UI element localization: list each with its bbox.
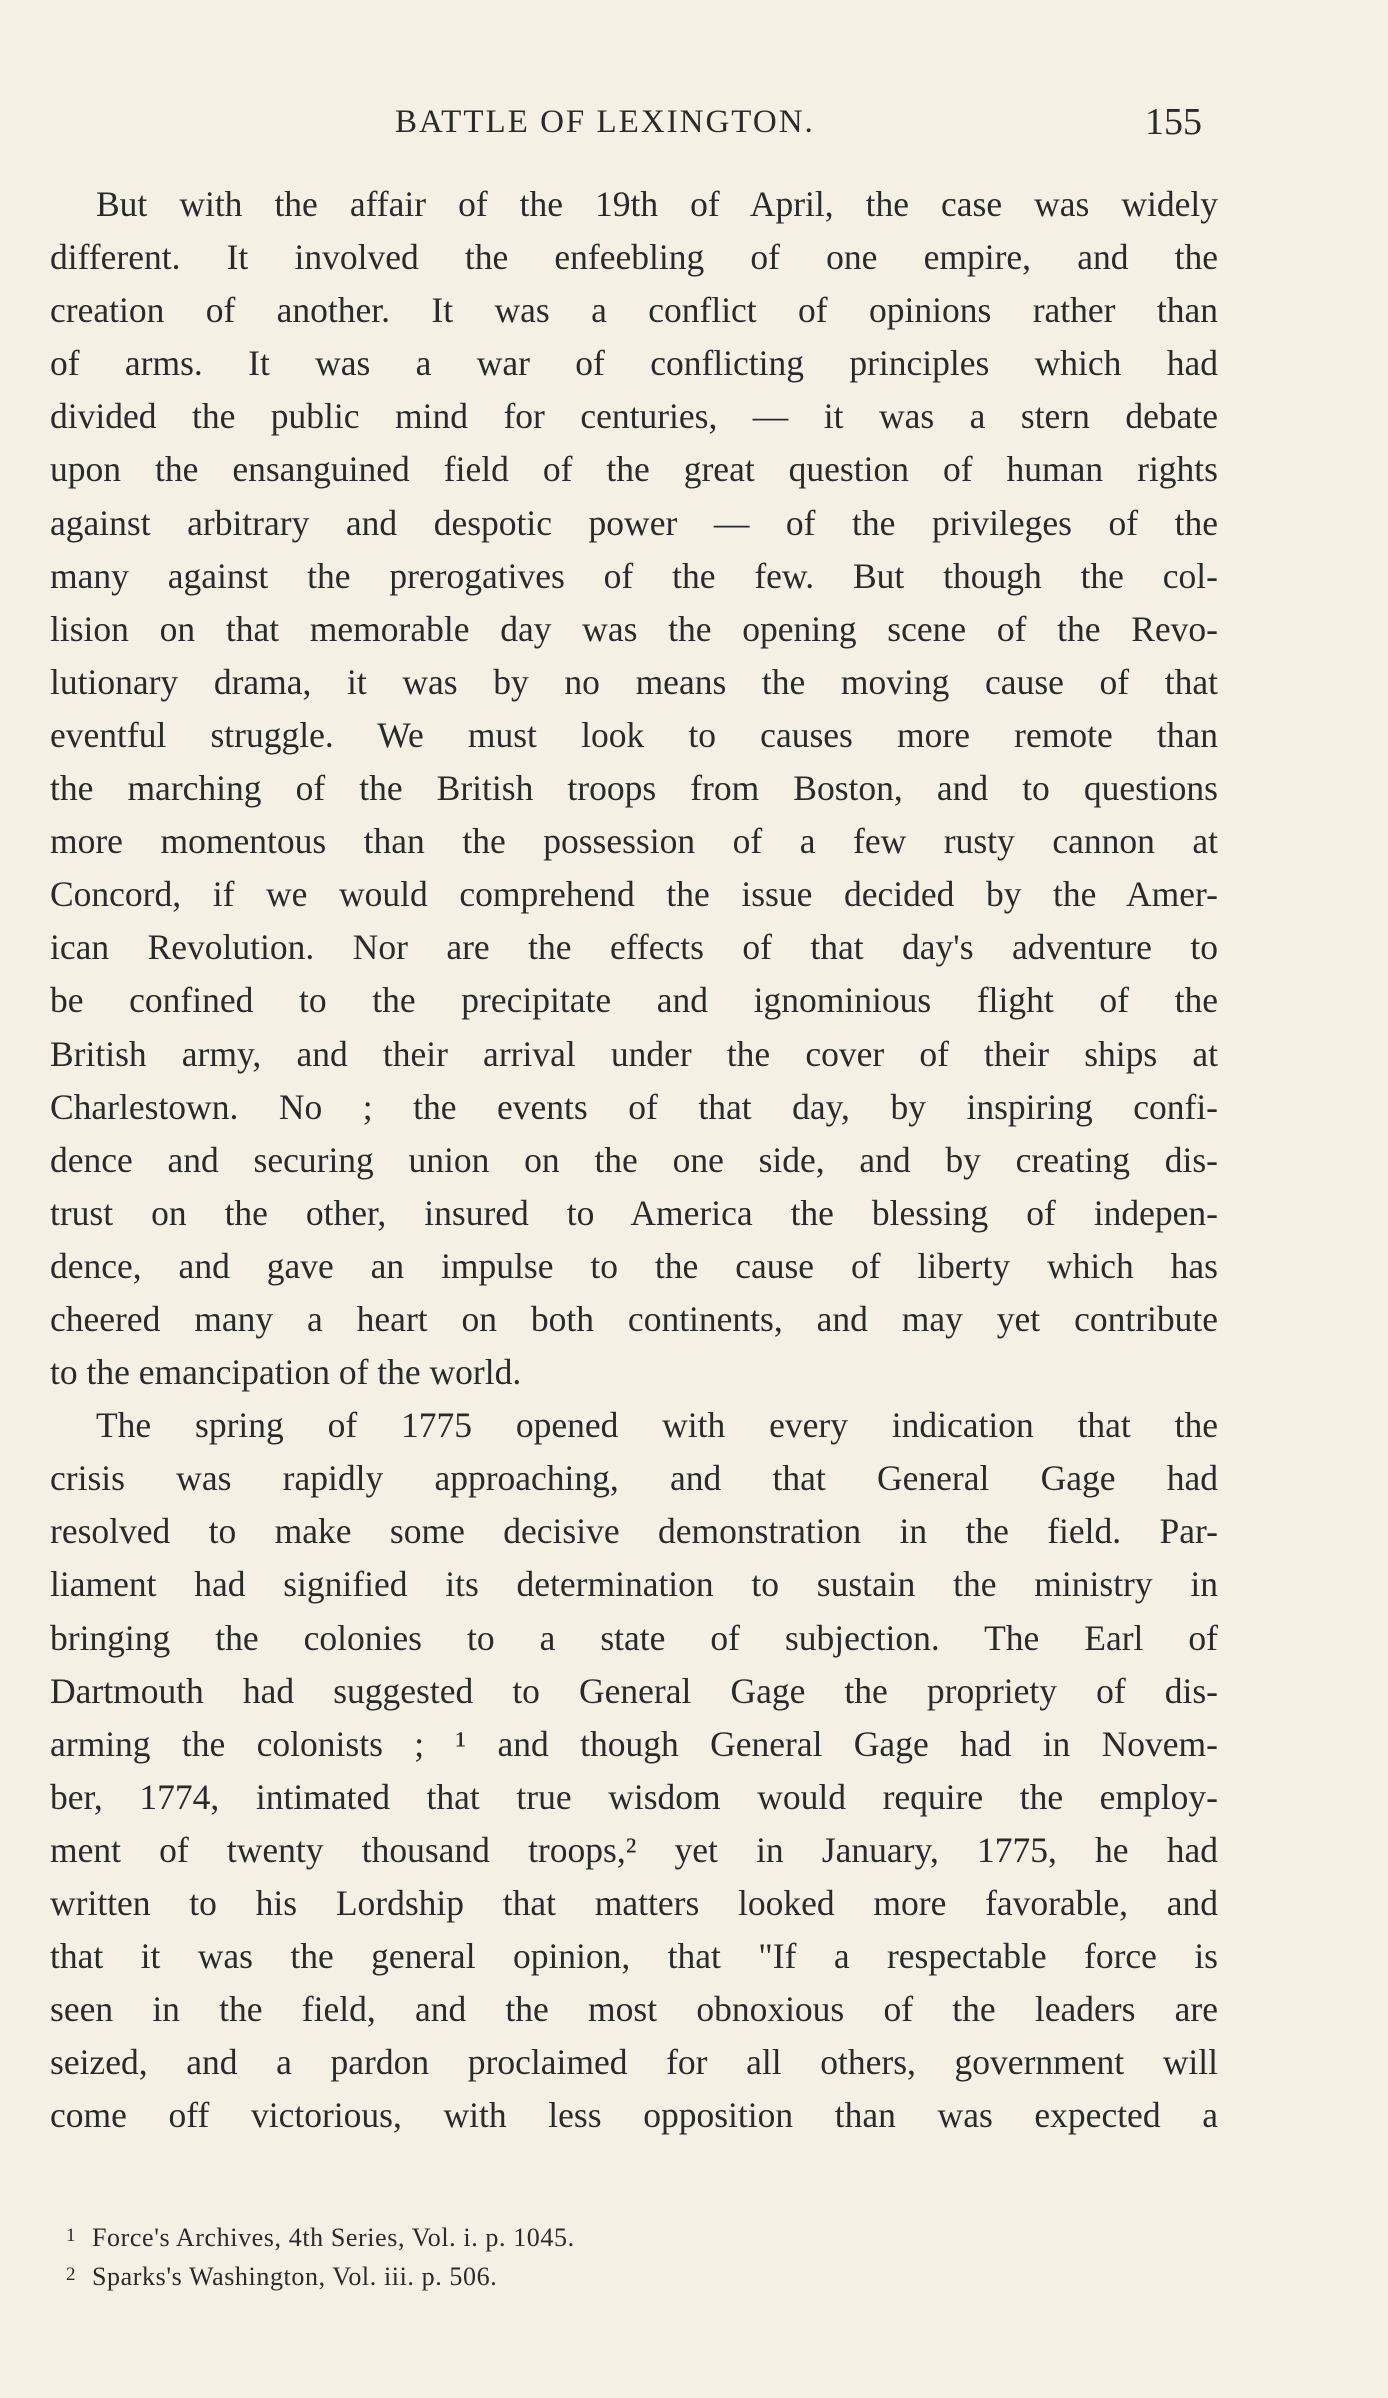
text-line: lutionary drama, it was by no means the moving cause of that xyxy=(50,661,1218,702)
text-line: to the emancipation of the world. xyxy=(50,1352,522,1393)
text-line: dence and securing union on the one side, and by creating dis- xyxy=(50,1139,1218,1180)
text-line: cheered many a heart on both continents, and may yet contribute xyxy=(50,1298,1218,1339)
text-line: be confined to the precipitate and ignominious flight of the xyxy=(50,980,1218,1021)
text-line: that it was the general opinion, that "If a respectable force is xyxy=(50,1936,1218,1977)
footnotes xyxy=(66,2216,1066,2294)
text-line: The spring of 1775 opened with every indication that the xyxy=(96,1405,1218,1446)
text-line: Concord, if we would comprehend the issue decided by the Amer- xyxy=(50,874,1218,915)
text-line: of arms. It was a war of conflicting principles which had xyxy=(50,343,1218,384)
text-line: divided the public mind for centuries, — it was a stern debate xyxy=(50,396,1218,437)
text-line: dence, and gave an impulse to the cause of liberty which has xyxy=(50,1245,1218,1286)
text-line: lision on that memorable day was the opening scene of the Revo- xyxy=(50,608,1218,649)
text-line: different. It involved the enfeebling of one empire, and the xyxy=(50,237,1218,278)
footnote xyxy=(66,2255,1066,2294)
text-line: creation of another. It was a conflict of opinions rather than xyxy=(50,290,1218,331)
text-line: seized, and a pardon proclaimed for all others, government will xyxy=(50,2042,1218,2083)
page-header xyxy=(200,96,1220,146)
running-head: BATTLE OF LEXINGTON. xyxy=(395,104,815,140)
text-line: ment of twenty thousand troops,² yet in January, 1775, he had xyxy=(50,1829,1218,1870)
footnote-marker: 1 xyxy=(66,2225,77,2246)
text-line: come off victorious, with less opposition than was expected a xyxy=(50,2095,1218,2136)
text-line: British army, and their arrival under the cover of their ships at xyxy=(50,1033,1218,1074)
footnote-text: Sparks's Washington, Vol. iii. p. 506. xyxy=(92,2262,498,2291)
text-line: Charlestown. No ; the events of that day, by inspiring confi- xyxy=(50,1086,1218,1127)
text-line: ican Revolution. Nor are the effects of that day's adventure to xyxy=(50,927,1218,968)
text-line: the marching of the British troops from Boston, and to questions xyxy=(50,768,1218,809)
text-line: seen in the field, and the most obnoxious of the leaders are xyxy=(50,1989,1218,2030)
text-line: more momentous than the possession of a few rusty cannon at xyxy=(50,821,1218,862)
footnote-marker: 2 xyxy=(66,2264,77,2285)
text-line: arming the colonists ; ¹ and though General Gage had in Novem- xyxy=(50,1723,1218,1764)
footnote xyxy=(66,2216,1066,2255)
body-text xyxy=(50,178,1218,2142)
text-line: written to his Lordship that matters looked more favorable, and xyxy=(50,1883,1218,1923)
text-line: many against the prerogatives of the few. But though the col- xyxy=(50,555,1218,596)
text-line: liament had signified its determination to sustain the ministry in xyxy=(50,1564,1218,1605)
text-line: against arbitrary and despotic power — of the privileges of the xyxy=(50,502,1218,543)
text-line: But with the affair of the 19th of April, the case was widely xyxy=(96,184,1218,224)
text-line: upon the ensanguined field of the great question of human rights xyxy=(50,449,1218,490)
text-line: ber, 1774, intimated that true wisdom would require the employ- xyxy=(50,1776,1218,1817)
text-line: trust on the other, insured to America the blessing of indepen- xyxy=(50,1192,1218,1233)
text-line: eventful struggle. We must look to causes more remote than xyxy=(50,714,1218,755)
footnote-text: Force's Archives, 4th Series, Vol. i. p. 1045. xyxy=(92,2223,575,2252)
text-line: resolved to make some decisive demonstration in the field. Par- xyxy=(50,1511,1218,1552)
text-line: Dartmouth had suggested to General Gage the propriety of dis- xyxy=(50,1670,1218,1711)
page-number: 155 xyxy=(1145,101,1202,143)
text-line: crisis was rapidly approaching, and that General Gage had xyxy=(50,1458,1218,1499)
text-line: bringing the colonies to a state of subjection. The Earl of xyxy=(50,1617,1218,1658)
